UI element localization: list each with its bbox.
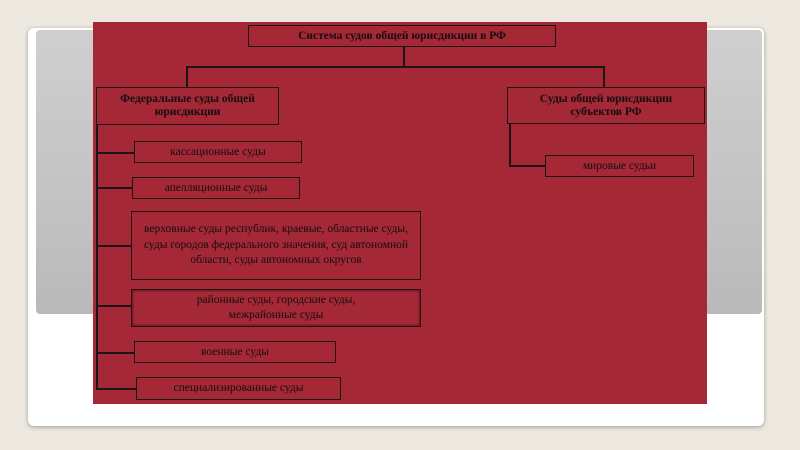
- federal-child-district: [131, 289, 421, 327]
- connector-federal-child-3: [96, 245, 131, 247]
- regional-child-justices: [545, 155, 694, 177]
- regional-courts-heading: Суды общей юрисдикции субъектов РФ: [539, 92, 673, 118]
- court-system-diagram: [93, 22, 707, 404]
- federal-child-cassation: [134, 141, 302, 163]
- connector-federal-child-4: [96, 305, 131, 307]
- federal-child-specialized-label: специализированные суды: [173, 382, 304, 394]
- federal-child-appellate-label: апелляционные суды: [164, 181, 268, 194]
- connector-root-horizontal: [186, 66, 604, 68]
- federal-courts-heading: Федеральные суды общей юрисдикции: [120, 93, 255, 118]
- federal-child-specialized: [136, 377, 341, 400]
- regional-courts-node: [507, 87, 705, 124]
- connector-federal-spine: [96, 125, 98, 390]
- federal-child-military: [134, 341, 336, 363]
- regional-child-justices-label: мировые судьи: [582, 159, 657, 172]
- diagram-title: Система судов общей юрисдикции в РФ: [298, 29, 506, 42]
- federal-child-regional-supreme: [131, 211, 421, 280]
- connector-federal-child-1: [96, 152, 134, 154]
- connector-regional-child-1: [509, 165, 546, 167]
- connector-federal-child-2: [96, 187, 132, 189]
- connector-root-down: [403, 47, 405, 67]
- connector-to-regional: [603, 66, 605, 87]
- federal-courts-node: [96, 87, 279, 125]
- federal-child-district-label: районные суды, городские суды, межрайонные суды: [196, 294, 356, 321]
- federal-child-regional-supreme-label: верховные суды республик, краевые, областные суды, суды городов федерального значения, суд автономной области, суды автономных округов: [143, 223, 409, 267]
- federal-child-cassation-label: кассационные суды: [170, 145, 266, 158]
- connector-federal-child-5: [96, 352, 134, 354]
- connector-federal-child-6: [96, 388, 136, 390]
- connector-to-federal: [186, 66, 188, 87]
- root-node: [248, 25, 556, 47]
- federal-child-appellate: [132, 177, 300, 199]
- connector-regional-down: [509, 124, 511, 166]
- federal-child-military-label: военные суды: [201, 345, 269, 358]
